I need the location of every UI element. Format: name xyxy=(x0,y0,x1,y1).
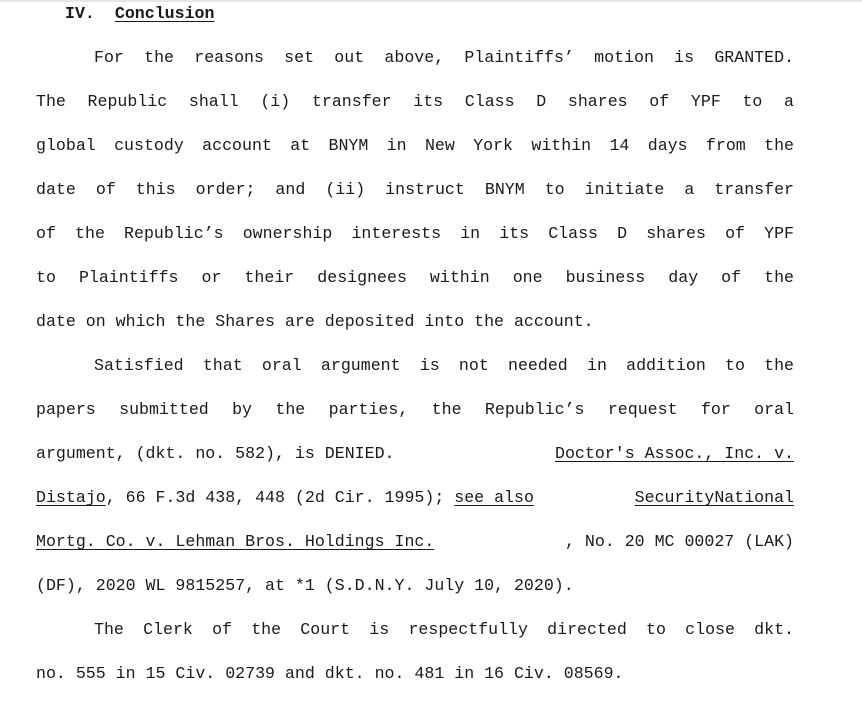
citation-securitynational: SecurityNational xyxy=(634,488,794,507)
paragraph-1-line-1: For the reasons set out above, Plaintiffs’ motion is GRANTED. xyxy=(94,48,794,67)
paragraph-1-line-7: date on which the Shares are deposited into the account. xyxy=(36,312,594,331)
paragraph-1-line-6: to Plaintiffs or their designees within one business day of the xyxy=(36,268,794,287)
citation-doctors-assoc: Doctor's Assoc., Inc. v. xyxy=(555,444,794,463)
paragraph-2-line-3 xyxy=(36,443,794,465)
section-number: IV. xyxy=(65,4,95,23)
paragraph-1-line-3: global custody account at BNYM in New York within 14 days from the xyxy=(36,136,794,155)
paragraph-2-line-4 xyxy=(36,487,794,509)
paragraph-2-line-6: (DF), 2020 WL 9815257, at *1 (S.D.N.Y. July 10, 2020). xyxy=(36,576,574,595)
paragraph-3-line-2: no. 555 in 15 Civ. 02739 and dkt. no. 481 in 16 Civ. 08569. xyxy=(36,664,624,683)
signal-see-also: see also xyxy=(454,488,534,507)
paragraph-2-line-5 xyxy=(36,531,794,553)
paragraph-1-line-5: of the Republic’s ownership interests in its Class D shares of YPF xyxy=(36,224,794,243)
citation-distajo: Distajo xyxy=(36,488,106,507)
citation-lehman-docket: , No. 20 MC 00027 (LAK) xyxy=(564,532,794,551)
citation-lehman: Mortg. Co. v. Lehman Bros. Holdings Inc. xyxy=(36,532,435,551)
denial-text: argument, (dkt. no. 582), is DENIED. xyxy=(36,444,395,463)
section-heading xyxy=(65,3,214,25)
paragraph-1-line-4: date of this order; and (ii) instruct BNYM to initiate a transfer xyxy=(36,180,794,199)
paragraph-1-line-2: The Republic shall (i) transfer its Class D shares of YPF to a xyxy=(36,92,794,111)
page-top-border xyxy=(0,0,862,2)
citation-distajo-reporter: , 66 F.3d 438, 448 (2d Cir. 1995); xyxy=(105,488,445,507)
paragraph-3-line-1: The Clerk of the Court is respectfully directed to close dkt. xyxy=(94,620,794,639)
paragraph-2-line-1: Satisfied that oral argument is not needed in addition to the xyxy=(94,356,794,375)
section-title: Conclusion xyxy=(114,4,215,23)
paragraph-2-line-2: papers submitted by the parties, the Republic’s request for oral xyxy=(36,400,794,419)
